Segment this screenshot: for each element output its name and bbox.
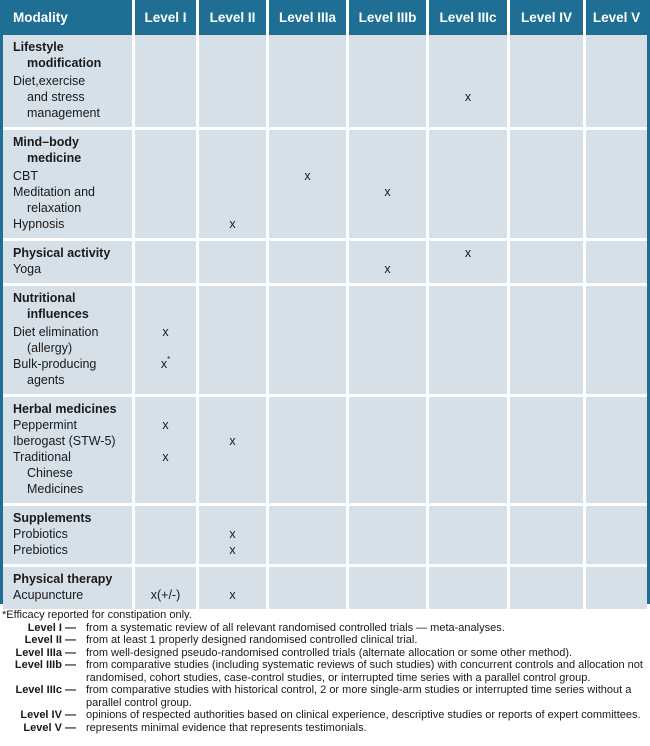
evidence-mark [199,417,266,433]
title-spacer [586,510,647,526]
title-spacer [199,39,266,73]
evidence-mark [135,73,196,121]
title-spacer [349,290,426,324]
group-title [13,134,130,166]
level-cell [583,503,647,564]
title-spacer [429,571,507,587]
evidence-mark [429,449,507,497]
level-cell [507,238,583,283]
title-spacer [349,510,426,526]
level-cell [266,35,346,127]
title-spacer [510,134,583,168]
table-row [3,127,647,238]
evidence-mark [135,261,196,277]
title-spacer [586,290,647,324]
evidence-mark [199,356,266,388]
group-title-line: influences [27,307,89,321]
level-cell [266,503,346,564]
group-title-line: modification [27,56,102,70]
title-spacer [199,571,266,587]
evidence-mark: x [304,169,311,183]
header-row [3,0,647,35]
title-spacer [429,510,507,526]
title-spacer [429,290,507,324]
group-title-line: Mind–body [13,135,79,149]
level-cell [346,35,426,127]
modality-item-line: Probiotics [13,527,68,541]
modality-item-line: Prebiotics [13,543,68,557]
evidence-mark [429,526,507,542]
level-cell [426,283,507,394]
level-cell [507,394,583,503]
evidence-mark: x(+/-) [150,588,181,602]
evidence-mark-text: x [160,357,168,371]
evidence-mark [429,417,507,433]
evidence-mark [269,324,346,356]
table-row [3,35,647,127]
evidence-mark: x [162,450,169,464]
evidence-mark [269,587,346,603]
evidence-mark [510,433,583,449]
table-row [3,238,647,283]
level-definition [2,647,648,660]
header-level-ii: Level II [196,0,266,35]
level-cell [266,127,346,238]
evidence-mark [429,216,507,232]
table-row [3,394,647,503]
level-cell [196,127,266,238]
table-row [3,283,647,394]
definition-term: Level V — [23,721,76,734]
modality-item-line: Meditation and [13,185,96,199]
evidence-mark: x [229,527,236,541]
title-spacer [135,401,196,417]
evidence-mark [199,168,266,184]
evidence-mark [510,449,583,497]
table-notes [2,609,648,734]
evidence-mark [429,324,507,356]
evidence-mark [429,433,507,449]
title-spacer [269,134,346,168]
header-level-iiia: Level IIIa [266,0,346,35]
evidence-mark [199,324,266,356]
evidence-mark [269,216,346,232]
title-spacer [349,134,426,168]
level-cell [266,238,346,283]
evidence-mark [349,356,426,388]
level-cell [266,394,346,503]
title-spacer [586,245,647,261]
title-spacer [135,510,196,526]
table-body [3,35,647,609]
evidence-mark [586,324,647,356]
title-spacer [349,245,426,261]
title-spacer [199,401,266,417]
evidence-mark: x [229,434,236,448]
title-spacer [510,510,583,526]
evidence-mark: x [229,543,236,557]
evidence-mark [135,356,196,388]
header-level-i: Level I [132,0,196,35]
modality-item [13,587,130,603]
definition-text: from at least 1 properly designed randomised controlled clinical trial. [86,634,418,646]
evidence-mark [429,587,507,603]
evidence-mark: x [464,246,472,260]
group-title [13,401,130,417]
title-spacer [510,571,583,587]
header-modality: Modality [3,0,132,35]
modality-item-line: management [27,106,100,120]
evidence-mark [586,526,647,542]
group-title [13,510,130,526]
level-cell [507,35,583,127]
title-spacer [269,245,346,261]
definition-text: opinions of respected authorities based on clinical experience, descriptive studies or reports of expert committees. [86,709,641,721]
level-definition [2,722,648,735]
definition-term: Level IIIb — [14,659,76,671]
title-spacer [510,290,583,324]
evidence-mark [269,261,346,277]
title-spacer [429,39,507,73]
level-cell [266,564,346,609]
level-cell [132,283,196,394]
modality-item-line: Bulk-producing [13,357,97,371]
evidence-mark [135,526,196,542]
modality-item [13,449,130,497]
modality-item [13,417,130,433]
level-cell [426,503,507,564]
evidence-mark [199,449,266,497]
title-spacer [349,39,426,73]
evidence-mark [349,73,426,121]
evidence-mark [135,433,196,449]
title-spacer [269,290,346,324]
title-spacer [135,571,196,587]
modality-item-line: Traditional [13,450,71,464]
level-cell [426,127,507,238]
level-cell [507,127,583,238]
modality-cell [3,503,132,564]
evidence-mark [586,417,647,433]
group-title-line: Physical activity [13,246,111,260]
title-spacer [199,510,266,526]
title-spacer [269,571,346,587]
evidence-mark [269,184,346,216]
modality-item [13,433,130,449]
modality-item [13,261,130,277]
evidence-mark [349,449,426,497]
modality-cell [3,238,132,283]
title-spacer [586,134,647,168]
title-spacer [135,290,196,324]
level-cell [507,503,583,564]
group-title-line: medicine [27,151,82,165]
header-level-v: Level V [583,0,647,35]
level-cell [583,283,647,394]
table-row [3,503,647,564]
modality-item-line: Peppermint [13,418,77,432]
group-title [13,39,130,71]
modality-cell [3,283,132,394]
evidence-mark [510,542,583,558]
evidence-mark [349,168,426,184]
evidence-mark [349,542,426,558]
evidence-mark [269,356,346,388]
evidence-mark [199,261,266,277]
evidence-mark: x [464,90,472,104]
group-title-line: Supplements [13,511,92,525]
level-cell [583,394,647,503]
title-spacer [586,39,647,73]
evidence-mark [349,526,426,542]
title-spacer [349,401,426,417]
modality-item [13,168,130,184]
level-cell [266,283,346,394]
modality-cell [3,564,132,609]
level-cell [196,564,266,609]
evidence-mark [510,184,583,216]
evidence-mark [269,526,346,542]
title-spacer [269,39,346,73]
group-title-line: Physical therapy [13,572,113,586]
modality-item-line: Medicines [27,482,84,496]
level-definition [2,622,648,635]
level-cell [583,35,647,127]
definition-text: from comparative studies (including systematic reviews of such studies) with concurrent controls and allocation not randomised, cohort studies, case-control studies, or interrupted time series with a parallel control group. [86,659,643,684]
level-cell [346,238,426,283]
evidence-mark [429,542,507,558]
title-spacer [135,39,196,73]
evidence-mark [269,449,346,497]
footnote-asterisk: * [167,355,171,364]
definition-term: Level II — [24,634,76,646]
title-spacer [135,134,196,168]
definition-term: Level IIIa — [15,646,76,659]
definition-term: Level IIIc — [15,684,76,696]
title-spacer [429,401,507,417]
definition-text: represents minimal evidence that represents testimonials. [86,721,367,734]
level-cell [196,283,266,394]
modality-item-line: Chinese [27,466,73,480]
evidence-mark [510,526,583,542]
evidence-mark [349,216,426,232]
evidence-mark [586,356,647,388]
level-definitions [2,622,648,735]
footnote: *Efficacy reported for constipation only. [2,609,192,621]
group-title-line: Lifestyle [13,40,64,54]
evidence-mark [349,324,426,356]
level-cell [346,283,426,394]
evidence-mark [429,184,507,216]
group-title [13,290,130,322]
evidence-mark [429,261,507,277]
level-cell [346,503,426,564]
evidence-mark [510,73,583,121]
evidence-mark [510,587,583,603]
level-cell [346,564,426,609]
modality-item [13,216,130,232]
definition-term: Level I — [27,621,76,634]
level-cell [196,35,266,127]
title-spacer [135,245,196,261]
evidence-mark: x [162,418,169,432]
title-spacer [510,245,583,261]
modality-item-line: (allergy) [27,341,73,355]
level-cell [132,35,196,127]
evidence-mark [586,168,647,184]
modality-item-line: Hypnosis [13,217,65,231]
evidence-mark: x [229,217,236,231]
evidence-mark [349,587,426,603]
modality-item-line: Iberogast (STW-5) [13,434,116,448]
modality-item [13,184,130,216]
level-cell [132,564,196,609]
level-cell [346,127,426,238]
evidence-mark [510,324,583,356]
evidence-mark [510,168,583,184]
level-cell [507,283,583,394]
title-spacer [269,401,346,417]
title-spacer [510,39,583,73]
level-cell [132,394,196,503]
definition-text: from a systematic review of all relevant randomised controlled trials — meta-analyses. [86,621,505,634]
title-spacer [269,510,346,526]
group-title-line: Herbal medicines [13,402,117,416]
title-spacer [349,571,426,587]
level-cell [426,35,507,127]
modality-item-line: Yoga [13,262,42,276]
header-level-iiic: Level IIIc [426,0,507,35]
level-cell [426,238,507,283]
evidence-mark [586,73,647,121]
level-cell [196,394,266,503]
modality-cell [3,394,132,503]
evidence-mark: x [384,185,391,199]
modality-item-line: relaxation [27,201,82,215]
group-title [13,245,130,261]
title-spacer [199,290,266,324]
evidence-mark [429,168,507,184]
header-level-iiib: Level IIIb [346,0,426,35]
modality-cell [3,35,132,127]
evidence-mark [199,184,266,216]
level-cell [132,503,196,564]
level-definition [2,709,648,722]
level-cell [426,564,507,609]
evidence-mark [199,73,266,121]
evidence-table [3,0,647,609]
modality-cell [3,127,132,238]
evidence-mark [349,417,426,433]
definition-text: from well-designed pseudo-randomised controlled trials (alternate allocation or some other method). [86,646,573,659]
evidence-mark [586,261,647,277]
modality-item-line: Diet elimination [13,325,99,339]
title-spacer [510,401,583,417]
level-cell [583,238,647,283]
evidence-mark [135,168,196,184]
level-definition [2,659,648,684]
header-level-iv: Level IV [507,0,583,35]
evidence-mark [510,356,583,388]
level-cell [132,238,196,283]
evidence-mark [586,542,647,558]
level-definition [2,684,648,709]
level-cell [583,564,647,609]
modality-item [13,356,130,388]
modality-item-line: and stress [27,90,85,104]
modality-item-line: Acupuncture [13,588,84,602]
title-spacer [199,134,266,168]
evidence-mark [510,417,583,433]
modality-item [13,73,130,121]
definition-text: from comparative studies with historical control, 2 or more single-arm studies or interrupted time series without a parallel control group. [86,684,632,709]
definition-term: Level IV — [20,709,76,721]
evidence-mark [135,184,196,216]
modality-item-line: Diet,exercise [13,74,86,88]
level-cell [196,503,266,564]
evidence-mark [349,433,426,449]
group-title [13,571,130,587]
evidence-mark [586,433,647,449]
modality-item-line: agents [27,373,65,387]
evidence-mark: x [162,325,169,339]
evidence-mark [510,216,583,232]
level-cell [426,394,507,503]
evidence-mark [586,449,647,497]
modality-item [13,526,130,542]
title-spacer [586,571,647,587]
evidence-mark [269,417,346,433]
level-cell [132,127,196,238]
evidence-mark [269,73,346,121]
modality-item [13,542,130,558]
title-spacer [586,401,647,417]
evidence-mark [586,184,647,216]
level-cell [583,127,647,238]
evidence-mark [510,261,583,277]
evidence-mark [269,542,346,558]
evidence-mark [269,433,346,449]
evidence-mark: x [384,262,391,276]
title-spacer [429,134,507,168]
level-cell [196,238,266,283]
level-definition [2,634,648,647]
modality-item [13,324,130,356]
level-cell [507,564,583,609]
evidence-mark: x [229,588,236,602]
evidence-mark [429,356,507,388]
evidence-mark [586,587,647,603]
modality-item-line: CBT [13,169,38,183]
evidence-mark [135,542,196,558]
title-spacer [199,245,266,261]
evidence-mark [135,216,196,232]
group-title-line: Nutritional [13,291,76,305]
table-row [3,564,647,609]
evidence-mark [586,216,647,232]
level-cell [346,394,426,503]
